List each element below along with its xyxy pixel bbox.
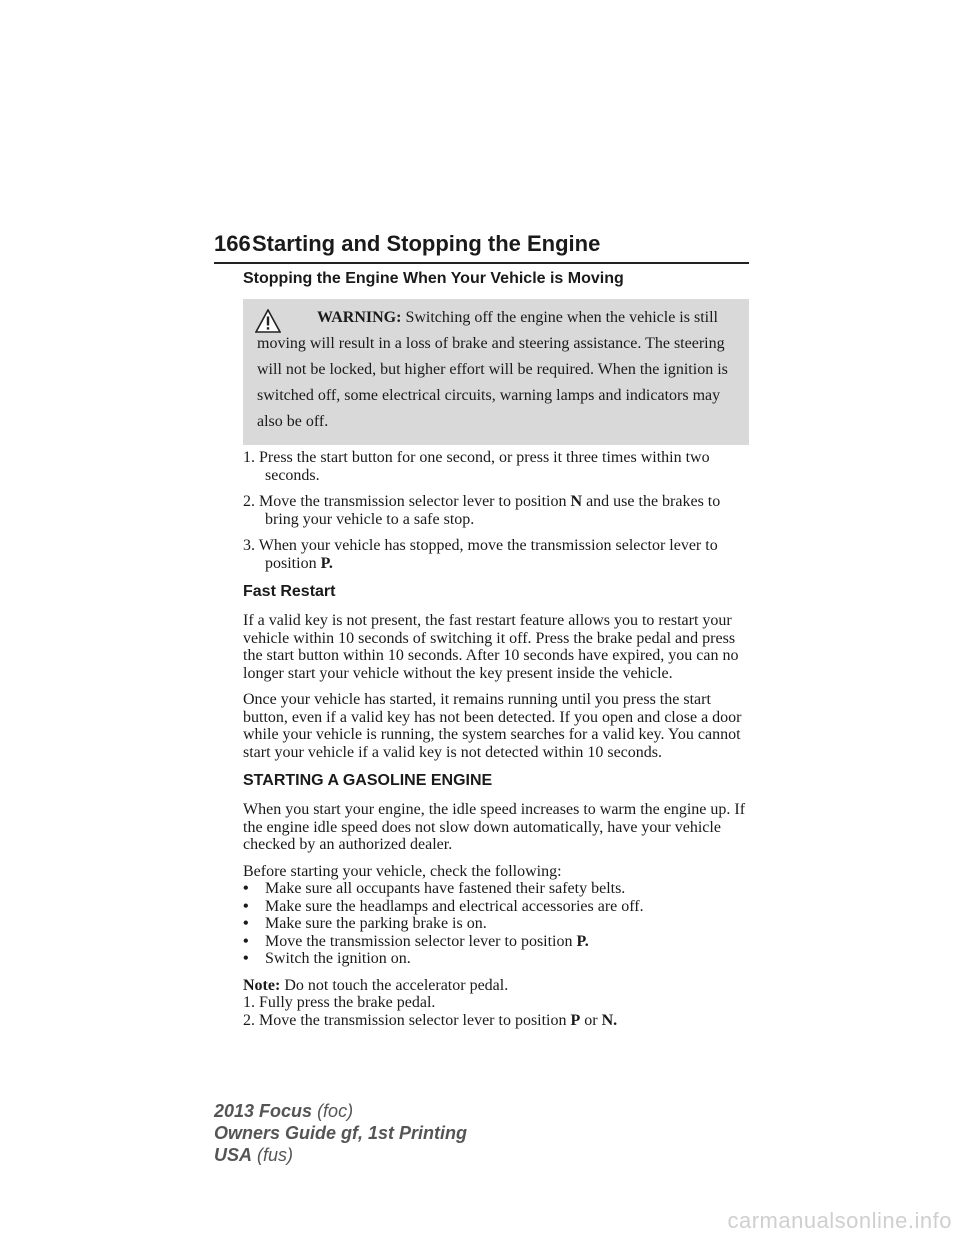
page-content [243, 268, 749, 1029]
list-item: 2. Move the transmission selector lever to position P or N. [243, 1011, 618, 1029]
list-item: • Make sure the parking brake is on. [243, 915, 749, 933]
section-heading-fast-restart: Fast Restart [243, 583, 336, 600]
list-item: • Make sure all occupants have fastened their safety belts. [243, 880, 749, 898]
page-header [214, 230, 749, 264]
section-heading-stopping-moving: Stopping the Engine When Your Vehicle is Moving [243, 270, 624, 287]
warning-text-line1: Switching off the engine when the vehicle is still [405, 309, 718, 326]
paragraph: Before starting your vehicle, check the following: [243, 862, 562, 880]
paragraph: If a valid key is not present, the fast restart feature allows you to restart your vehicle within 10 seconds of switching it off. Press the brake pedal and press the start button within 10 seconds. After 10 seconds have expired, you can no longer start your vehicle without the key present inside the vehicle. [243, 612, 739, 682]
paragraph: When you start your engine, the idle speed increases to warm the engine up. If the engine idle speed does not slow down automatically, have your vehicle checked by an authorized dealer. [243, 801, 746, 853]
watermark: carmanualsonline.info [727, 1208, 952, 1233]
footer-line1: 2013 Focus (foc) [214, 1101, 354, 1121]
list-item: 3. When your vehicle has stopped, move the transmission selector lever to position P. [243, 537, 718, 572]
page-footer [214, 1100, 467, 1166]
footer-line3: USA (fus) [214, 1145, 294, 1165]
list-item: • Switch the ignition on. [243, 950, 749, 968]
page-number: 166 [214, 231, 251, 256]
list-item: • Move the transmission selector lever to position P. [243, 933, 749, 951]
section-heading-starting-gasoline: STARTING A GASOLINE ENGINE [243, 772, 493, 789]
note-label: Note: [243, 976, 281, 994]
warning-text-rest: moving will result in a loss of brake and steering assistance. The steering will not be locked, but higher effort will be required. When the ignition is switched off, some electrical circuits, warning lamps and indicators may also be off. [257, 335, 728, 430]
warning-triangle-icon [255, 309, 281, 333]
warning-box [243, 299, 749, 445]
stopping-steps-list [243, 449, 749, 572]
paragraph: Once your vehicle has started, it remains running until you press the start button, even if a valid key has not been detected. If you open and close a door while your vehicle is running, the system searches for a valid key. You cannot start your vehicle if a valid key is not detected within 10 seconds. [243, 691, 742, 761]
list-item: 2. Move the transmission selector lever to position N and use the brakes to bring your vehicle to a safe stop. [243, 493, 721, 528]
list-item: 1. Fully press the brake pedal. [243, 994, 436, 1011]
list-item: • Make sure the headlamps and electrical accessories are off. [243, 898, 749, 916]
warning-label: WARNING: [317, 309, 402, 326]
starting-steps-list [243, 994, 749, 1029]
footer-line2: Owners Guide gf, 1st Printing [214, 1123, 468, 1143]
warning-first-line [257, 305, 741, 331]
checklist [243, 880, 749, 968]
list-item: 1. Press the start button for one second, or press it three times within two seconds. [243, 449, 710, 484]
note: Note: Do not touch the accelerator pedal. [243, 976, 509, 994]
chapter-title: Starting and Stopping the Engine [252, 231, 601, 256]
